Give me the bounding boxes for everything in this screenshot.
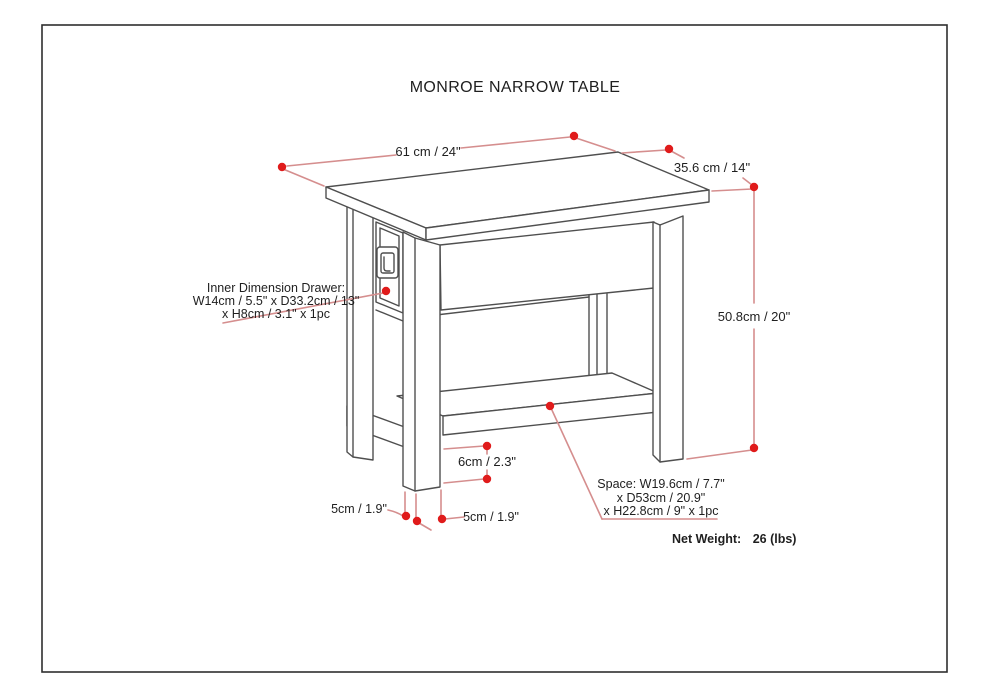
- height-dimension-label: 50.8cm / 20": [717, 309, 791, 324]
- dot-depth-top: [665, 145, 673, 153]
- net-weight-label: Net Weight:: [672, 532, 742, 546]
- space-note-line1: Space: W19.6cm / 7.7": [597, 477, 725, 491]
- table-drawing: [326, 152, 709, 491]
- leg-dimension-lines: [388, 490, 464, 530]
- back-right-leg: [589, 291, 607, 380]
- leg-width-label: 5cm / 1.9": [463, 510, 519, 524]
- front-apron: [440, 222, 654, 310]
- drawer-note-line1: Inner Dimension Drawer:: [206, 281, 346, 295]
- dot-shelf-space: [546, 402, 554, 410]
- dot-leg-a: [402, 512, 410, 520]
- shelf-clearance-label: 6cm / 2.3": [457, 454, 517, 469]
- dot-clearance-bottom: [483, 475, 491, 483]
- space-note-line2: x D53cm / 20.9": [616, 491, 706, 505]
- drawer-dimension-note: [193, 281, 360, 321]
- dot-height-bottom: [750, 444, 758, 452]
- drawer-note-line2: W14cm / 5.5" x D33.2cm / 13": [192, 294, 360, 308]
- drawer-note-line3: x H8cm / 3.1" x 1pc: [222, 307, 330, 321]
- page-title: MONROE NARROW TABLE: [409, 79, 621, 96]
- leg-depth-label: 5cm / 1.9": [331, 502, 387, 516]
- front-right-leg: [653, 216, 683, 462]
- space-note: [597, 477, 724, 518]
- dot-height-top: [750, 183, 758, 191]
- back-left-leg: [347, 205, 373, 460]
- dot-drawer: [382, 287, 390, 295]
- space-note-line3: x H22.8cm / 9" x 1pc: [603, 504, 719, 518]
- front-left-leg: [403, 232, 440, 491]
- net-weight: [672, 532, 796, 546]
- dot-clearance-top: [483, 442, 491, 450]
- dot-leg-b: [413, 517, 421, 525]
- height-dimension-line: [687, 191, 754, 459]
- dot-width-left: [278, 163, 286, 171]
- net-weight-value: 26 (lbs): [752, 532, 797, 546]
- depth-dimension-label: 35.6 cm / 14": [673, 160, 751, 175]
- drawer-handle: [377, 247, 398, 278]
- width-dimension-label: 61 cm / 24": [395, 144, 461, 159]
- page-border: [42, 25, 947, 672]
- labels: [193, 79, 797, 546]
- dot-leg-c: [438, 515, 446, 523]
- dot-width-right: [570, 132, 578, 140]
